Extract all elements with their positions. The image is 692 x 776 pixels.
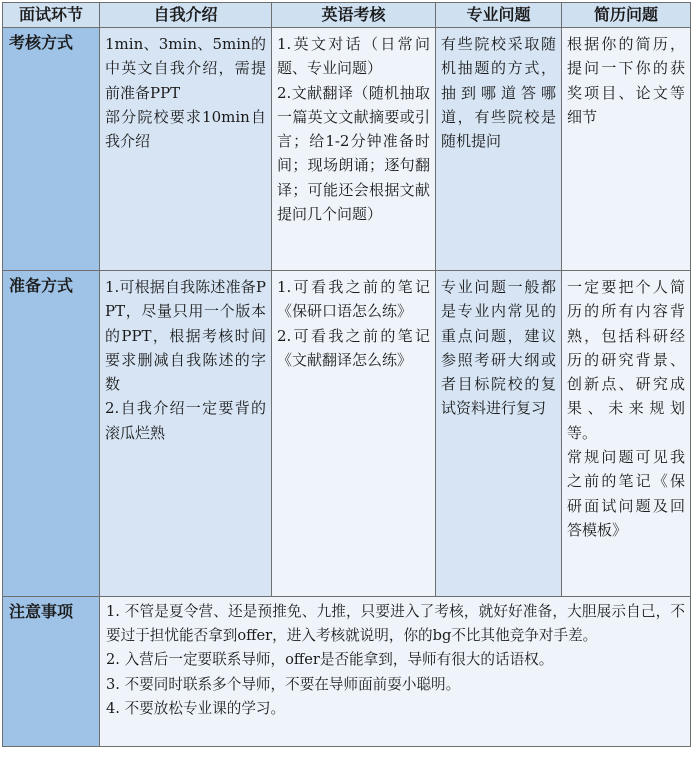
notes-cell [100, 597, 691, 747]
cell-text: 部分院校要求10min自我介绍 [105, 107, 266, 151]
row-label-notes: 注意事项 [3, 597, 100, 747]
cell-text: 一定要把个人简历的所有内容背熟，包括科研经历的研究背景、创新点、研究成果、未来规划等。 [567, 278, 685, 442]
cell-text: 根据你的简历，提问一下你的获奖项目、论文等细节 [567, 35, 685, 126]
cell-text: 1.英文对话（日常问题、专业问题） [277, 35, 430, 78]
row-notes [3, 597, 691, 747]
cell-text: 2.自我介绍一定要背的滚瓜烂熟 [105, 399, 266, 442]
cell-preparation-resume [562, 271, 691, 597]
header-row [3, 3, 691, 28]
cell-text: 1min、3min、5min的中英文自我介绍，需提前准备PPT [105, 35, 266, 102]
cell-text: 2.文献翻译（随机抽取一篇英文文献摘要或引言；给1-2分钟准备时间；现场朗诵；逐句翻译；可能还会根据文献提问几个问题） [277, 83, 430, 224]
cell-text: 2.可看我之前的笔记《文献翻译怎么练》 [277, 326, 430, 369]
interview-table [2, 2, 691, 747]
cell-text: 有些院校采取随机抽题的方式，抽到哪道答哪道，有些院校是随机提问 [441, 35, 556, 151]
row-preparation [3, 271, 691, 597]
cell-assessment-english [272, 28, 436, 271]
note-item: 2. 入营后一定要联系导师，offer是否能拿到，导师有很大的话语权。 [106, 651, 554, 669]
cell-text: 常规问题可见我之前的笔记《保研面试问题及回答模板》 [567, 448, 685, 539]
cell-text: 1.可看我之前的笔记《保研口语怎么练》 [277, 278, 430, 321]
header-english: 英语考核 [272, 3, 436, 28]
note-item: 1. 不管是夏令营、还是预推免、九推，只要进入了考核，就好好准备，大胆展示自己，不要过于担忧能否拿到offer，进入考核就说明，你的bg不比其他竞争对手差。 [106, 603, 685, 645]
note-item: 3. 不要同时联系多个导师，不要在导师面前耍小聪明。 [106, 675, 461, 693]
row-assessment [3, 28, 691, 271]
row-label-preparation: 准备方式 [3, 271, 100, 597]
cell-text: 专业问题一般都是专业内常见的重点问题，建议参照考研大纲或者目标院校的复试资料进行复习 [441, 278, 556, 418]
cell-assessment-self-intro [100, 28, 272, 271]
header-stage: 面试环节 [3, 3, 100, 28]
note-item: 4. 不要放松专业课的学习。 [106, 699, 286, 717]
header-self-intro: 自我介绍 [100, 3, 272, 28]
row-label-assessment: 考核方式 [3, 28, 100, 271]
cell-assessment-professional [436, 28, 562, 271]
cell-preparation-professional [436, 271, 562, 597]
header-resume: 简历问题 [562, 3, 691, 28]
cell-preparation-english [272, 271, 436, 597]
header-professional: 专业问题 [436, 3, 562, 28]
cell-preparation-self-intro [100, 271, 272, 597]
cell-text: 1.可根据自我陈述准备PPT，尽量只用一个版本的PPT，根据考核时间要求删减自我陈述的字数 [105, 278, 266, 394]
cell-assessment-resume [562, 28, 691, 271]
